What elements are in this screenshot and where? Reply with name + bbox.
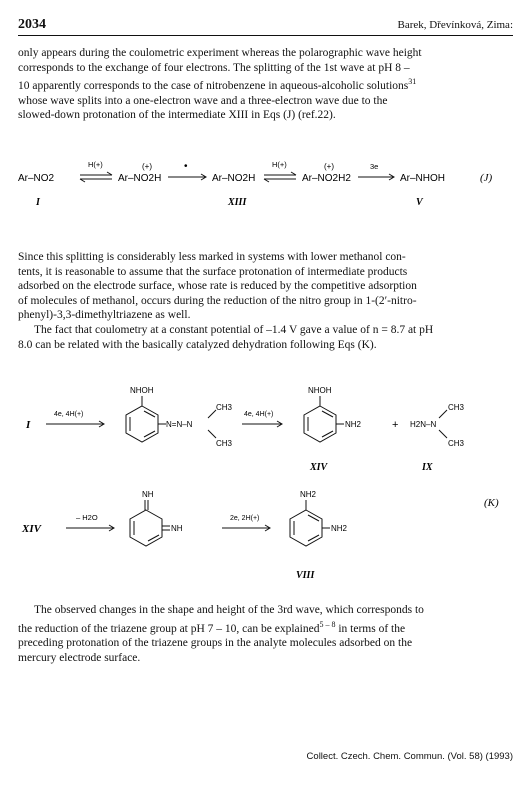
text-line: The fact that coulometry at a constant potential of –1.4 V gave a value of n = 8.7 at pH (34, 324, 434, 336)
reaction-arrow (168, 174, 206, 180)
equation-j (18, 145, 510, 215)
methyl-group: CH3 (448, 439, 465, 448)
compound-label-i: I (36, 197, 40, 208)
benzene-ring (126, 396, 166, 442)
reaction-arrow (242, 421, 282, 427)
methyl-group: CH3 (216, 403, 233, 412)
plus-sign: + (392, 419, 399, 431)
species-ar-no2h: Ar–NO2H (212, 173, 256, 184)
quinone-diimine-ring (130, 500, 170, 546)
equation-tag-j: (J) (480, 172, 493, 184)
text-line: the reduction of the triazene group at pH 7 – 10, can be explained$^{5 - 8}$ in terms of the (18, 619, 406, 635)
substituent-nhoh: NHOH (308, 386, 332, 395)
arrow-label-h-plus: H(+) (88, 160, 103, 169)
equation-tag-k: (K) (484, 497, 499, 509)
arrow-label: 4e, 4H(+) (244, 411, 274, 418)
text-line: of molecules of methanol, occurs during the reduction of the nitro group in 1-(2′-nitro- (18, 294, 417, 307)
compound-label-viii: VIII (296, 570, 315, 581)
benzene-ring (290, 500, 330, 546)
species-ar-no2h2-cation: Ar–NO2H2 (302, 173, 351, 184)
text-line: The observed changes in the shape and height of the 3rd wave, which corresponds to (34, 604, 424, 616)
reaction-arrow (66, 525, 114, 531)
text-line: preceding protonation of the triazene groups in the analyte molecules adsorbed on the (18, 637, 413, 650)
imine-side: NH (171, 524, 183, 533)
equation-k (18, 370, 510, 585)
substituent-nh2: NH2 (300, 490, 317, 499)
methyl-group: CH3 (448, 403, 465, 412)
arrow-label: – H2O (76, 513, 98, 522)
methyl-group: CH3 (216, 439, 233, 448)
reaction-arrow (358, 174, 394, 180)
page-number: 2034 (18, 17, 46, 32)
text-line: tents, it is reasonable to assume that the surface protonation of intermediate products (18, 265, 408, 278)
species-ar-no2h-cation: Ar–NO2H (118, 173, 162, 184)
methyl-bonds (208, 410, 216, 438)
page-header (18, 17, 513, 36)
reaction-arrow (222, 525, 270, 531)
charge-plus: (+) (142, 162, 152, 171)
text-line: 10 apparently corresponds to the case of nitrobenzene in aqueous-alcoholic solutions$^{31}$ (18, 77, 417, 93)
text-line: adsorbed on the electrode surface, whose rate is reduced by the competitive adsorption (18, 280, 417, 293)
text-line: only appears during the coulometric experiment whereas the polarographic wave height (18, 47, 422, 59)
hydrazine-nitrogen: H2N–N (410, 420, 437, 429)
substituent-nh2: NH2 (331, 524, 348, 533)
compound-label-i: I (26, 419, 31, 431)
reference-superscript: 5 – 8 (319, 619, 336, 629)
running-authors: Barek, Dřevínková, Zima: (397, 19, 513, 31)
species-ar-no2: Ar–NO2 (18, 173, 55, 184)
reference-superscript: 31 (408, 77, 417, 87)
methyl-bonds (439, 410, 447, 438)
paragraph-2 (18, 250, 510, 323)
text-line: 8.0 can be related with the basically catalyzed dehydration following Eqs (K). (18, 338, 377, 351)
paragraph-1 (18, 46, 510, 123)
reaction-arrow (46, 421, 104, 427)
text-line: Since this splitting is considerably less marked in systems with lower methanol con- (18, 251, 406, 263)
substituent-nh2: NH2 (345, 420, 362, 429)
arrow-label-h-plus: H(+) (272, 160, 287, 169)
substituent-nhoh: NHOH (130, 386, 154, 395)
journal-footer: Collect. Czech. Chem. Commun. (Vol. 58) (1993) (306, 751, 513, 762)
imine-top: NH (142, 490, 154, 499)
triazene-chain: N=N–N (166, 420, 193, 429)
text-line: mercury electrode surface. (18, 651, 141, 664)
equilibrium-arrow (80, 172, 112, 182)
arrow-label: 4e, 4H(+) (54, 411, 84, 418)
arrow-label-electron-dot: • (184, 161, 188, 172)
compound-label-v: V (416, 197, 423, 208)
text-line: phenyl)-3,3-dimethyltriazene as well. (18, 309, 191, 322)
benzene-ring (304, 396, 344, 442)
paragraph-3 (18, 323, 510, 352)
paragraph-4 (18, 603, 510, 665)
equilibrium-arrow (264, 172, 296, 182)
arrow-label: 2e, 2H(+) (230, 515, 260, 522)
text-line: whose wave splits into a one-electron wave and a three-electron wave due to the (18, 94, 388, 107)
compound-label-xiv: XIV (310, 462, 328, 473)
compound-label-ix: IX (422, 462, 433, 473)
charge-plus: (+) (324, 162, 334, 171)
arrow-label-three-electrons: 3e (370, 162, 379, 171)
species-ar-nhoh: Ar–NHOH (400, 173, 446, 184)
text-line: corresponds to the exchange of four electrons. The splitting of the 1st wave at pH 8 – (18, 61, 410, 74)
compound-label-xiii: XIII (228, 197, 247, 208)
text-line: slowed-down protonation of the intermediate XIII in Eqs (J) (ref.22). (18, 109, 336, 122)
compound-label-xiv: XIV (22, 523, 41, 535)
